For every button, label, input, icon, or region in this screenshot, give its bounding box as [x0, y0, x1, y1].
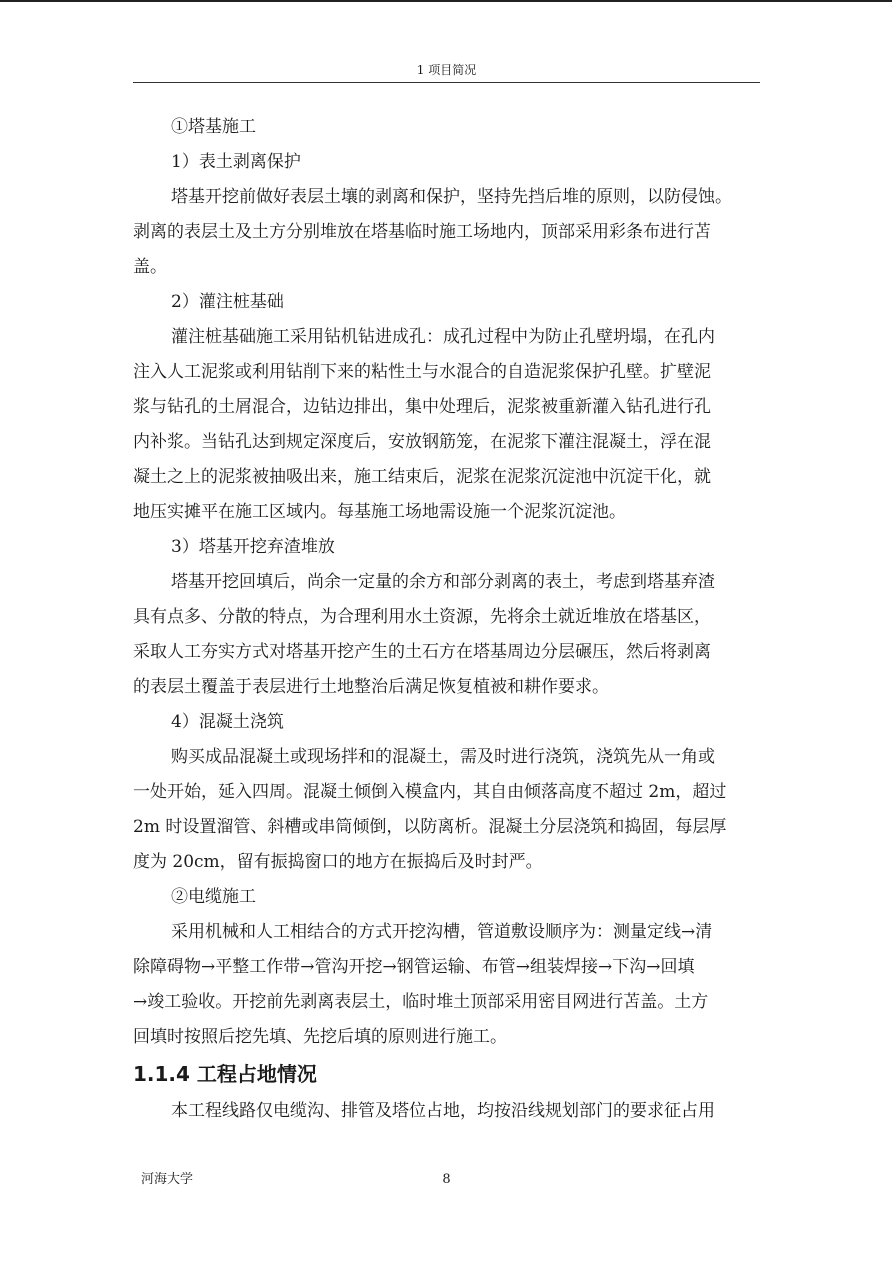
text-line: ①塔基施工: [171, 117, 256, 137]
page-number: 8: [442, 1172, 451, 1187]
text-line: 具有点多、分散的特点，为合理利用水土资源，先将余土就近堆放在塔基区，: [133, 607, 711, 627]
text-line: 灌注桩基础施工采用钻机钻进成孔：成孔过程中为防止孔壁坍塌，在孔内: [171, 327, 715, 347]
text-line: 塔基开挖前做好表层土壤的剥离和保护，坚持先挡后堆的原则，以防侵蚀。: [171, 187, 732, 207]
text-line: 除障碍物→平整工作带→管沟开挖→钢管运输、布管→组装焊接→下沟→回填: [133, 957, 695, 977]
text-line: 注入人工泥浆或利用钻削下来的粘性土与水混合的自造泥浆保护孔壁。扩壁泥: [133, 362, 711, 382]
text-line: 的表层土覆盖于表层进行土地整治后满足恢复植被和耕作要求。: [133, 677, 609, 697]
text-line: 本工程线路仅电缆沟、排管及塔位占地，均按沿线规划部门的要求征占用: [171, 1101, 715, 1121]
text-line: 2）灌注桩基础: [171, 292, 284, 312]
text-line: ②电缆施工: [171, 887, 256, 907]
footer-institution: 河海大学: [141, 1172, 194, 1187]
text-line: 浆与钻孔的土屑混合，边钻边排出，集中处理后，泥浆被重新灌入钻孔进行孔: [133, 397, 711, 417]
text-line: 采取人工夯实方式对塔基开挖产生的土石方在塔基周边分层碾压，然后将剥离: [133, 642, 711, 662]
body-paragraphs: [133, 110, 760, 1055]
text-line: 凝土之上的泥浆被抽吸出来，施工结束后，泥浆在泥浆沉淀池中沉淀干化，就: [133, 467, 711, 487]
text-line: 塔基开挖回填后，尚余一定量的余方和部分剥离的表土，考虑到塔基弃渣: [171, 572, 715, 592]
text-line: 1）表土剥离保护: [171, 152, 301, 172]
text-line: 内补浆。当钻孔达到规定深度后，安放钢筋笼，在泥浆下灌注混凝土，浮在混: [133, 432, 711, 452]
text-line: 剥离的表层土及土方分别堆放在塔基临时施工场地内，顶部采用彩条布进行苫: [133, 222, 711, 242]
section-heading: 1.1.4 工程占地情况: [133, 1062, 317, 1086]
text-line: 度为 20cm，留有振捣窗口的地方在振捣后及时封严。: [133, 852, 543, 872]
text-line: 购买成品混凝土或现场拌和的混凝土，需及时进行浇筑，浇筑先从一角或: [171, 747, 715, 767]
text-line: 盖。: [133, 257, 167, 277]
text-line: 3）塔基开挖弃渣堆放: [171, 537, 335, 557]
text-line: 4）混凝土浇筑: [171, 712, 284, 732]
text-line: 一处开始，延入四周。混凝土倾倒入模盒内，其自由倾落高度不超过 2m，超过: [133, 782, 727, 802]
running-header: 1 项目简况: [133, 60, 760, 83]
text-line: 回填时按照后挖先填、先挖后填的原则进行施工。: [133, 1027, 507, 1047]
top-border-line: [0, 0, 892, 2]
body-paragraphs-continued: [133, 1094, 760, 1129]
text-line: 采用机械和人工相结合的方式开挖沟槽，管道敷设顺序为：测量定线→清: [171, 922, 713, 942]
text-line: 地压实摊平在施工区域内。每基施工场地需设施一个泥浆沉淀池。: [133, 502, 626, 522]
page-body: [133, 110, 760, 1129]
text-line: 2m 时设置溜管、斜槽或串筒倾倒，以防离析。混凝土分层浇筑和捣固，每层厚: [133, 817, 727, 837]
text-line: →竣工验收。开挖前先剥离表层土，临时堆土顶部采用密目网进行苫盖。土方: [133, 992, 709, 1012]
